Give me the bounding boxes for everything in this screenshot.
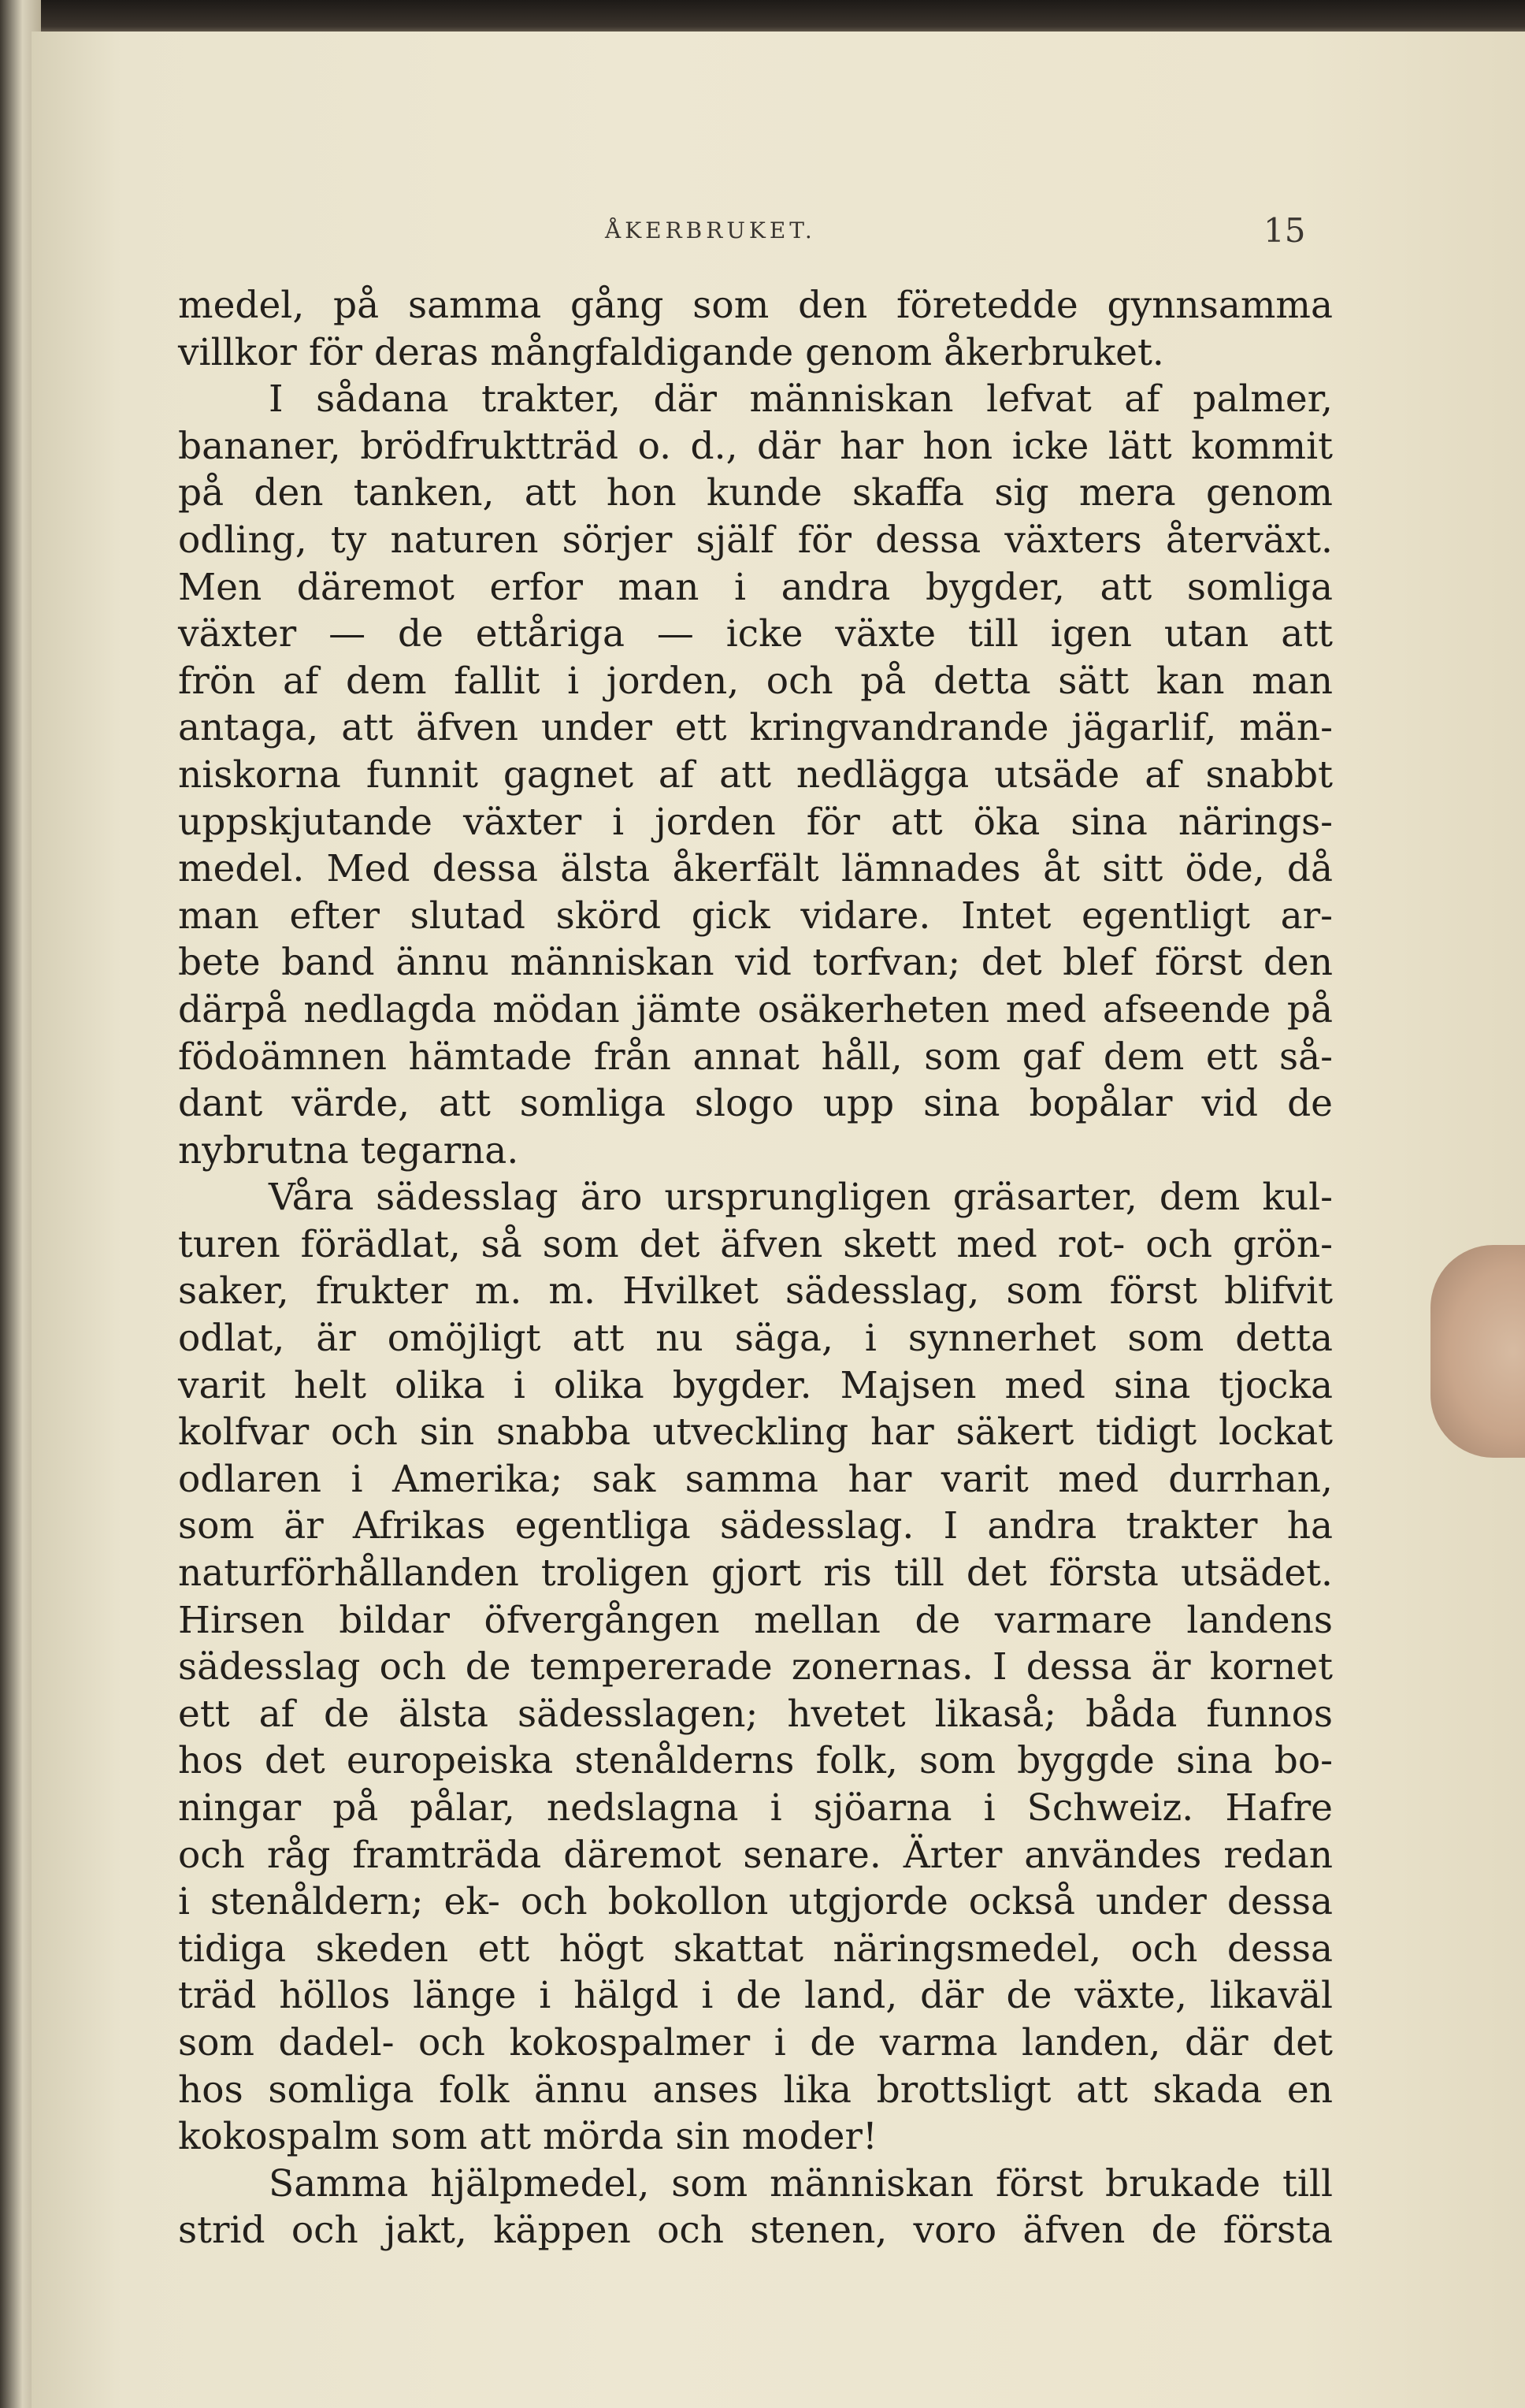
text-line: Våra sädesslag äro ursprungligen gräsarter, dem kul- [269, 1176, 1333, 1220]
text-line: bananer, brödfruktträd o. d., där har hon icke lätt kommit [178, 424, 1333, 468]
text-line: och råg framträda däremot senare. Ärter användes redan [178, 1833, 1333, 1877]
text-line: odling, ty naturen sörjer själf för dessa växters återväxt. [178, 518, 1333, 562]
text-line: kolfvar och sin snabba utveckling har säkert tidigt lockat [178, 1410, 1333, 1455]
text-line: som är Afrikas egentliga sädesslag. I andra trakter ha [178, 1504, 1333, 1548]
text-line: frön af dem fallit i jorden, och på detta sätt kan man [178, 659, 1333, 703]
text-line: nybrutna tegarna. [178, 1128, 519, 1172]
text-line: i stenåldern; ek- och bokollon utgjorde också under dessa [178, 1880, 1333, 1924]
text-line: villkor för deras mångfaldigande genom åkerbruket. [178, 330, 1164, 374]
text-line: Samma hjälpmedel, som människan först brukade till [269, 2161, 1333, 2205]
text-line: naturförhållanden troligen gjort ris till det första utsädet. [178, 1551, 1333, 1596]
book-page [32, 32, 1525, 2408]
text-line: tidiga skeden ett högt skattat näringsmedel, och dessa [178, 1927, 1333, 1971]
text-line: Hirsen bildar öfvergången mellan de varmare landens [178, 1598, 1333, 1642]
text-line: man efter slutad skörd gick vidare. Intet egentligt ar- [178, 894, 1333, 938]
text-line: på den tanken, att hon kunde skaffa sig mera genom [178, 471, 1333, 515]
text-line: turen förädlat, så som det äfven skett med rot- och grön- [178, 1222, 1333, 1266]
page-header [32, 211, 1525, 258]
text-line: odlaren i Amerika; sak samma har varit med durrhan, [178, 1457, 1333, 1501]
text-line: medel. Med dessa älsta åkerfält lämnades åt sitt öde, då [178, 847, 1333, 891]
text-line: odlat, är omöjligt att nu säga, i synnerhet som detta [178, 1317, 1333, 1361]
text-line: strid och jakt, käppen och stenen, voro äfven de första [178, 2209, 1333, 2253]
text-line: uppskjutande växter i jorden för att öka sina närings- [178, 800, 1333, 844]
running-head: ÅKERBRUKET. [605, 217, 816, 243]
text-line: niskorna funnit gagnet af att nedlägga utsäde af snabbt [178, 752, 1333, 797]
text-line: saker, frukter m. m. Hvilket sädesslag, som först blifvit [178, 1269, 1333, 1314]
text-line: I sådana trakter, där människan lefvat af palmer, [269, 377, 1333, 422]
body-text [178, 282, 1333, 2254]
text-line: ningar på pålar, nedslagna i sjöarna i Schweiz. Hafre [178, 1786, 1333, 1830]
text-line: därpå nedlagda mödan jämte osäkerheten med afseende på [178, 987, 1333, 1031]
text-line: hos somliga folk ännu anses lika brottsligt att skada en [178, 2068, 1333, 2112]
text-line: födoämnen hämtade från annat håll, som gaf dem ett så- [178, 1035, 1333, 1079]
text-line: hos det europeiska stenålderns folk, som byggde sina bo- [178, 1739, 1333, 1783]
text-line: Men däremot erfor man i andra bygder, att somliga [178, 565, 1333, 609]
text-line: kokospalm som att mörda sin moder! [178, 2115, 878, 2159]
text-line: sädesslag och de tempererade zonernas. I dessa är kornet [178, 1645, 1333, 1689]
page-number: 15 [1263, 211, 1306, 250]
text-line: antaga, att äfven under ett kringvandrande jägarlif, män- [178, 706, 1333, 750]
text-line: varit helt olika i olika bygder. Majsen med sina tjocka [178, 1363, 1333, 1407]
thumb [1430, 1245, 1525, 1458]
text-line: som dadel- och kokospalmer i de varma landen, där det [178, 2020, 1333, 2064]
text-line: bete band ännu människan vid torfvan; det blef först den [178, 941, 1333, 985]
text-line: dant värde, att somliga slogo upp sina bopålar vid de [178, 1082, 1333, 1126]
text-line: ett af de älsta sädesslagen; hvetet likaså; båda funnos [178, 1692, 1333, 1736]
text-line: medel, på samma gång som den företedde gynnsamma [178, 284, 1333, 327]
text-line: växter — de ettåriga — icke växte till igen utan att [178, 612, 1333, 656]
text-line: träd höllos länge i hälgd i de land, där de växte, likaväl [178, 1974, 1333, 2018]
